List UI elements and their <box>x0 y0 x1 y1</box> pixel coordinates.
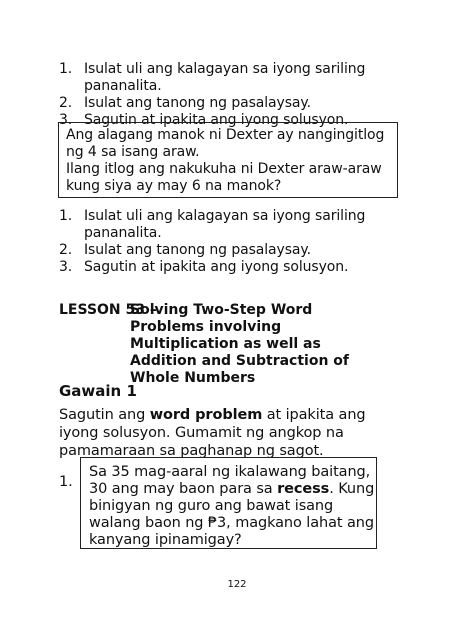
problem-box <box>58 122 398 198</box>
question-number: 1. <box>59 474 73 490</box>
problem-question: Ilang itlog ang nakukuha ni Dexter araw-araw kung siya ay may 6 na manok? <box>66 161 382 194</box>
lesson-title: Solving Two-Step Word Problems involving Multiplication as well as Addition and Subtraction of Whole Numbers <box>130 302 350 386</box>
page-number: 122 <box>227 579 247 590</box>
lesson-heading <box>59 302 389 386</box>
list-item <box>59 95 384 112</box>
activity-title: Gawain 1 <box>59 382 137 400</box>
item-text: Sagutin at ipakita ang iyong solusyon. <box>84 259 349 275</box>
instructions <box>59 406 399 460</box>
question-text: . Kung binigyan ng guro ang bawat isang walang baon ng ₱3, magkano lahat ang kanyang ipinamigay? <box>89 481 375 548</box>
problem-statement: Ang alagang manok ni Dexter ay nangingitlog ng 4 sa isang araw. <box>66 127 385 160</box>
item-text: Sagutin at ipakita ang iyong solusyon. <box>84 112 349 128</box>
list-item <box>59 259 384 276</box>
lesson-number: LESSON 53 – <box>59 302 157 318</box>
instructions-text: at ipakita ang iyong solusyon. Gumamit ng angkop na pamamaraan sa paghanap ng sagot. <box>59 407 366 459</box>
item-text: Isulat uli ang kalagayan sa iyong sariling pananalita. <box>84 208 366 241</box>
question-text: Sa 35 mag-aaral ng ikalawang baitang, 30 ang may baon para sa <box>89 464 371 497</box>
item-number: 3. <box>59 112 73 128</box>
item-number: 3. <box>59 259 73 275</box>
question-emphasis: recess <box>277 481 330 497</box>
instructions-text: Sagutin ang <box>59 407 150 423</box>
item-number: 1. <box>59 208 73 224</box>
item-text: Isulat ang tanong ng pasalaysay. <box>84 242 311 258</box>
list-item <box>59 61 384 95</box>
steps-list-b <box>59 208 384 276</box>
list-item <box>59 242 384 259</box>
item-number: 1. <box>59 61 73 77</box>
item-number: 2. <box>59 242 73 258</box>
item-text: Isulat ang tanong ng pasalaysay. <box>84 95 311 111</box>
question-box <box>80 457 377 549</box>
item-number: 2. <box>59 95 73 111</box>
list-item <box>59 208 384 242</box>
item-text: Isulat uli ang kalagayan sa iyong sariling pananalita. <box>84 61 366 94</box>
instructions-emphasis: word problem <box>149 407 263 423</box>
steps-list-a <box>59 61 384 129</box>
